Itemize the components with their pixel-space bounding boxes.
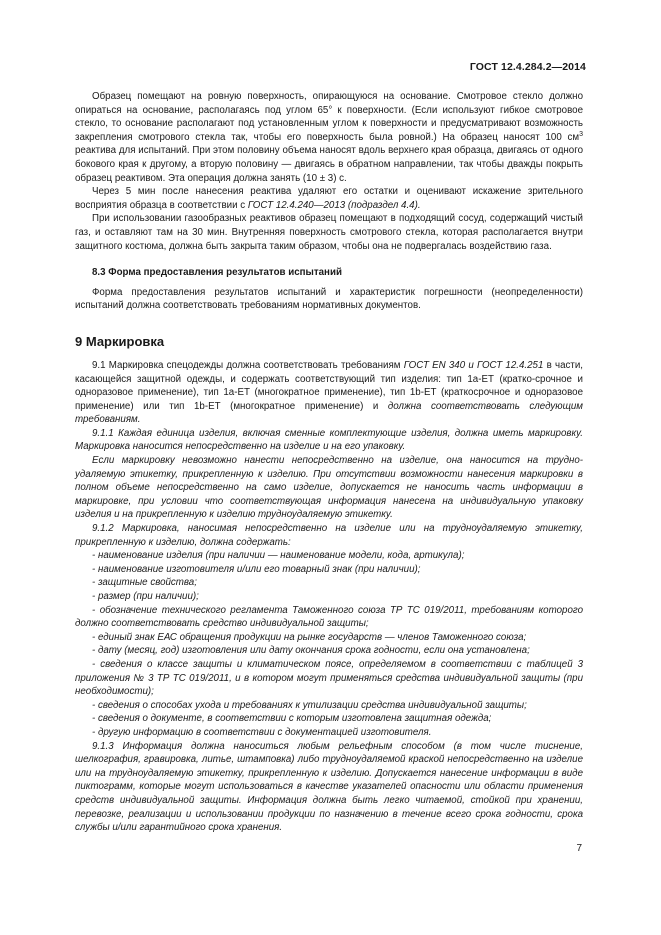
- list-item: - обозначение технического регламента Таможенного союза ТР ТС 019/2011, требованиям которого должно соответствовать средство индивидуальной защиты;: [75, 604, 583, 630]
- paragraph-9-1-1-b: Если маркировку невозможно нанести непосредственно на изделие, она наносится на трудно-удаляемую этикетку, прикрепленную к изделию. При отсутствии возможности нанесения маркировки в полном объеме непосредственно на само изделие, допускается не наносить часть информации в маркировке, при условии что соответствующая информация нанесена на индивидуальную упаковку изделия и на прикрепленную к изделию трудноудаляемую этикетку.: [75, 455, 583, 521]
- document-body: [75, 90, 583, 835]
- paragraph-sample-placement: Образец помещают на ровную поверхность, опирающуюся на основание. Смотровое стекло должно опираться на основание, располагаясь под углом 65° к поверхности. (Если используют гибкое смотровое стекло, то основание располагают под установленным углом к поверхности и предусматривают возможность закрепления смотрового стекла так, чтобы его поверхность была ровной.) На образец наносят 100 $см^3$ реактива для испытаний. При этом половину объема наносят вдоль верхнего края образца, двигаясь от одного бокового края к другому, а вторую половину — двигаясь в обратном направлении, так чтобы дважды покрыть образец реактивом. Эта операция должна занять (10 ± 3) с.: [75, 91, 583, 184]
- list-item: - размер (при наличии);: [92, 591, 199, 602]
- list-item: - единый знак ЕАС обращения продукции на рынке государств — членов Таможенного союза;: [92, 631, 527, 643]
- paragraph-9-1-3: 9.1.3 Информация должна наноситься любым рельефным способом (в том числе тиснение, шелкография, гравировка, литье, штамповка) либо трудноудаляемой краской непосредственно на изделие или на трудноудаляемую этикетку, прикрепленную к изделию. Допускается нанесение информации в виде пиктограмм, которые могут использоваться в качестве указателей опасности или области применения средств индивидуальной защиты. Информация должна быть легко читаемой, стойкой при хранении, перевозке, реализации и использовании продукции по назначению в течение всего срока годности, срока службы и/или гарантийного срока хранения.: [75, 740, 583, 834]
- list-item: - наименование изделия (при наличии — наименование модели, кода, артикула);: [92, 550, 465, 562]
- list-item: - сведения о способах ухода и требованиях к утилизации средства индивидуальной защиты;: [92, 699, 527, 711]
- list-item: - сведения о документе, в соответствии с которым изготовлена защитная одежда;: [92, 713, 492, 725]
- page-number: 7: [576, 843, 582, 854]
- standard-reference: ГОСТ 12.4.240—2013 (подраздел 4.4).: [247, 199, 421, 211]
- paragraph-gas-reagents: При использовании газообразных реактивов образец помещают в подходящий сосуд, содержащий чистый газ, и оставляют там на 30 мин. Внутренняя поверхность смотрового стекла, которая располагается внутри защитного костюма, должна быть закрыта таким образом, чтобы она не подвергалась воздействию газа.: [75, 213, 583, 252]
- paragraph-9-1-2: 9.1.2 Маркировка, наносимая непосредственно на изделие или на трудноудаляемую этикетку, прикрепленную к изделию, должна содержать:: [75, 523, 583, 548]
- standard-reference: ГОСТ EN 340 и ГОСТ 12.4.251: [403, 359, 544, 371]
- list-item: - защитные свойства;: [92, 577, 197, 589]
- list-item: - дату (месяц, год) изготовления или дату окончания срока годности, если она установлена;: [92, 645, 530, 657]
- list-item: - другую информацию в соответствии с документацией изготовителя.: [92, 726, 432, 738]
- paragraph-reagent-removal: Через 5 мин после нанесения реактива удаляют его остатки и оценивают искажение зрительного восприятия образца в соответствии с ГОСТ 12.4.240—2013 (подраздел 4.4).: [75, 186, 583, 211]
- paragraph-9-1: 9.1 Маркировка спецодежды должна соответствовать требованиям ГОСТ EN 340 и ГОСТ 12.4.251 в части, касающейся защитной одежды, и содержать соответствующий тип изделия: тип 1а-ЕТ (кратко-срочное и одноразовое применение), тип 1а-ЕТ (многократное применение), тип 1b-ЕТ (краткосрочное и одноразовое применение) или тип 1b-ЕТ (многократное применение) и должна соответствовать следующим требованиям.: [75, 359, 583, 426]
- paragraph-9-1-1: 9.1.1 Каждая единица изделия, включая сменные комплектующие изделия, должна иметь маркировку. Маркировка наносится непосредственно на изделие и на его упаковку.: [75, 427, 583, 453]
- document-code-header: ГОСТ 12.4.284.2—2014: [469, 61, 586, 73]
- section-8-3-heading: 8.3 Форма предоставления результатов испытаний: [92, 267, 342, 279]
- section-9-heading: 9 Маркировка: [75, 333, 165, 349]
- list-item: - наименование изготовителя и/или его товарный знак (при наличии);: [92, 563, 421, 575]
- list-item: - сведения о классе защиты и климатическом поясе, определяемом в соответствии с таблицей 3 приложения № 3 ТР ТС 019/2011, и в котором могут применяться средства индивидуальной защиты (при необходимости);: [75, 658, 583, 698]
- paragraph-results-form: Форма предоставления результатов испытаний и характеристик погрешности (неопределенности) испытаний должна соответствовать требованиям нормативных документов.: [75, 286, 583, 312]
